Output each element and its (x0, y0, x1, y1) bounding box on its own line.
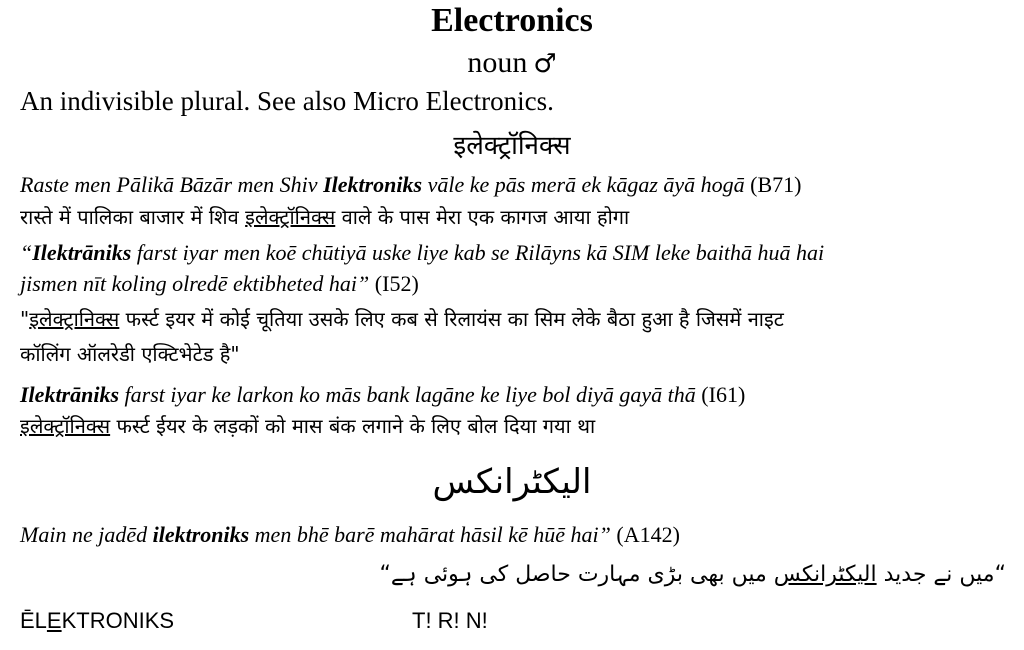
example-2-devanagari (20, 305, 784, 332)
example-text: jismen nīt koling olredē ektibheted hai” (20, 271, 370, 296)
example-2-devanagari-cont (20, 340, 240, 367)
example-keyword: Ilektroniks (323, 172, 423, 197)
example-keyword: Ilektrāniks (20, 382, 120, 407)
register-tags: T! R! N! (412, 608, 488, 633)
example-text: vāle ke pās merā ek kāgaz āyā hogā (422, 172, 745, 197)
pos-label: noun (467, 46, 528, 79)
example-keyword: ilektroniks (152, 522, 250, 547)
example-text: कॉलिंग ऑलरेडी एक्टिभेटेड है" (20, 342, 240, 366)
transliteration-text: ĒL (20, 608, 47, 633)
transliteration (20, 608, 174, 634)
example-keyword: इलेक्ट्रानिक्स (29, 307, 120, 331)
example-3-roman (20, 382, 745, 408)
example-text: “ (20, 240, 33, 265)
example-keyword: الیکٹرانکس (773, 562, 877, 587)
transliteration-stress: E (46, 608, 62, 633)
example-1-devanagari (20, 203, 629, 230)
example-keyword: इलेक्ट्रॉनिक्स (245, 205, 336, 229)
example-2-roman (20, 240, 824, 266)
example-reference: (B71) (744, 172, 802, 197)
example-keyword: Ilektrāniks (32, 240, 132, 265)
example-4-urdu (380, 562, 1006, 587)
example-text: farst iyar men koē chūtiyā uske liye kab se Rilāyns kā SIM leke baithā huā hai (131, 240, 825, 265)
example-text: میں بھی بڑی مہارت حاصل کی ہوئی ہے“ (379, 562, 774, 587)
example-3-devanagari (20, 412, 595, 439)
example-text: वाले के पास मेरा एक कागज आया होगा (335, 205, 630, 229)
transliteration-text: KTRONIKS (61, 608, 175, 633)
example-1-roman (20, 172, 802, 198)
example-text: “میں نے جدید (876, 562, 1006, 587)
part-of-speech (0, 46, 1024, 80)
example-4-roman (20, 522, 680, 548)
urdu-headword: الیکٹرانکس (432, 462, 592, 502)
example-text: फर्स्ट ईयर के लड़कों को मास बंक लगाने के लिए बोल दिया गया था (110, 414, 596, 438)
example-text: " (20, 307, 30, 331)
example-text: Raste men Pālikā Bāzār men Shiv (20, 172, 324, 197)
example-text: रास्ते में पालिका बाजार में शिव (20, 205, 246, 229)
example-reference: (I52) (369, 271, 419, 296)
example-2-roman-cont (20, 271, 419, 297)
example-text: फर्स्ट इयर में कोई चूतिया उसके लिए कब से रिलायंस का सिम लेके बैठा हुआ है जिसमें नाइट (119, 307, 784, 331)
devanagari-headword: इलेक्ट्रॉनिक्स (453, 131, 571, 161)
example-reference: (A142) (610, 522, 680, 547)
example-reference: (I61) (695, 382, 746, 407)
headword: Electronics (431, 2, 593, 39)
example-keyword: इलेक्ट्रॉनिक्स (20, 414, 111, 438)
example-text: men bhē barē mahārat hāsil kē hūē hai” (249, 522, 611, 547)
example-text: farst iyar ke larkon ko mās bank lagāne ke liye bol diyā gayā thā (119, 382, 696, 407)
male-gender-icon: ♂ (533, 49, 557, 79)
definition: An indivisible plural. See also Micro Electronics. (20, 86, 554, 116)
example-text: Main ne jadēd (20, 522, 153, 547)
